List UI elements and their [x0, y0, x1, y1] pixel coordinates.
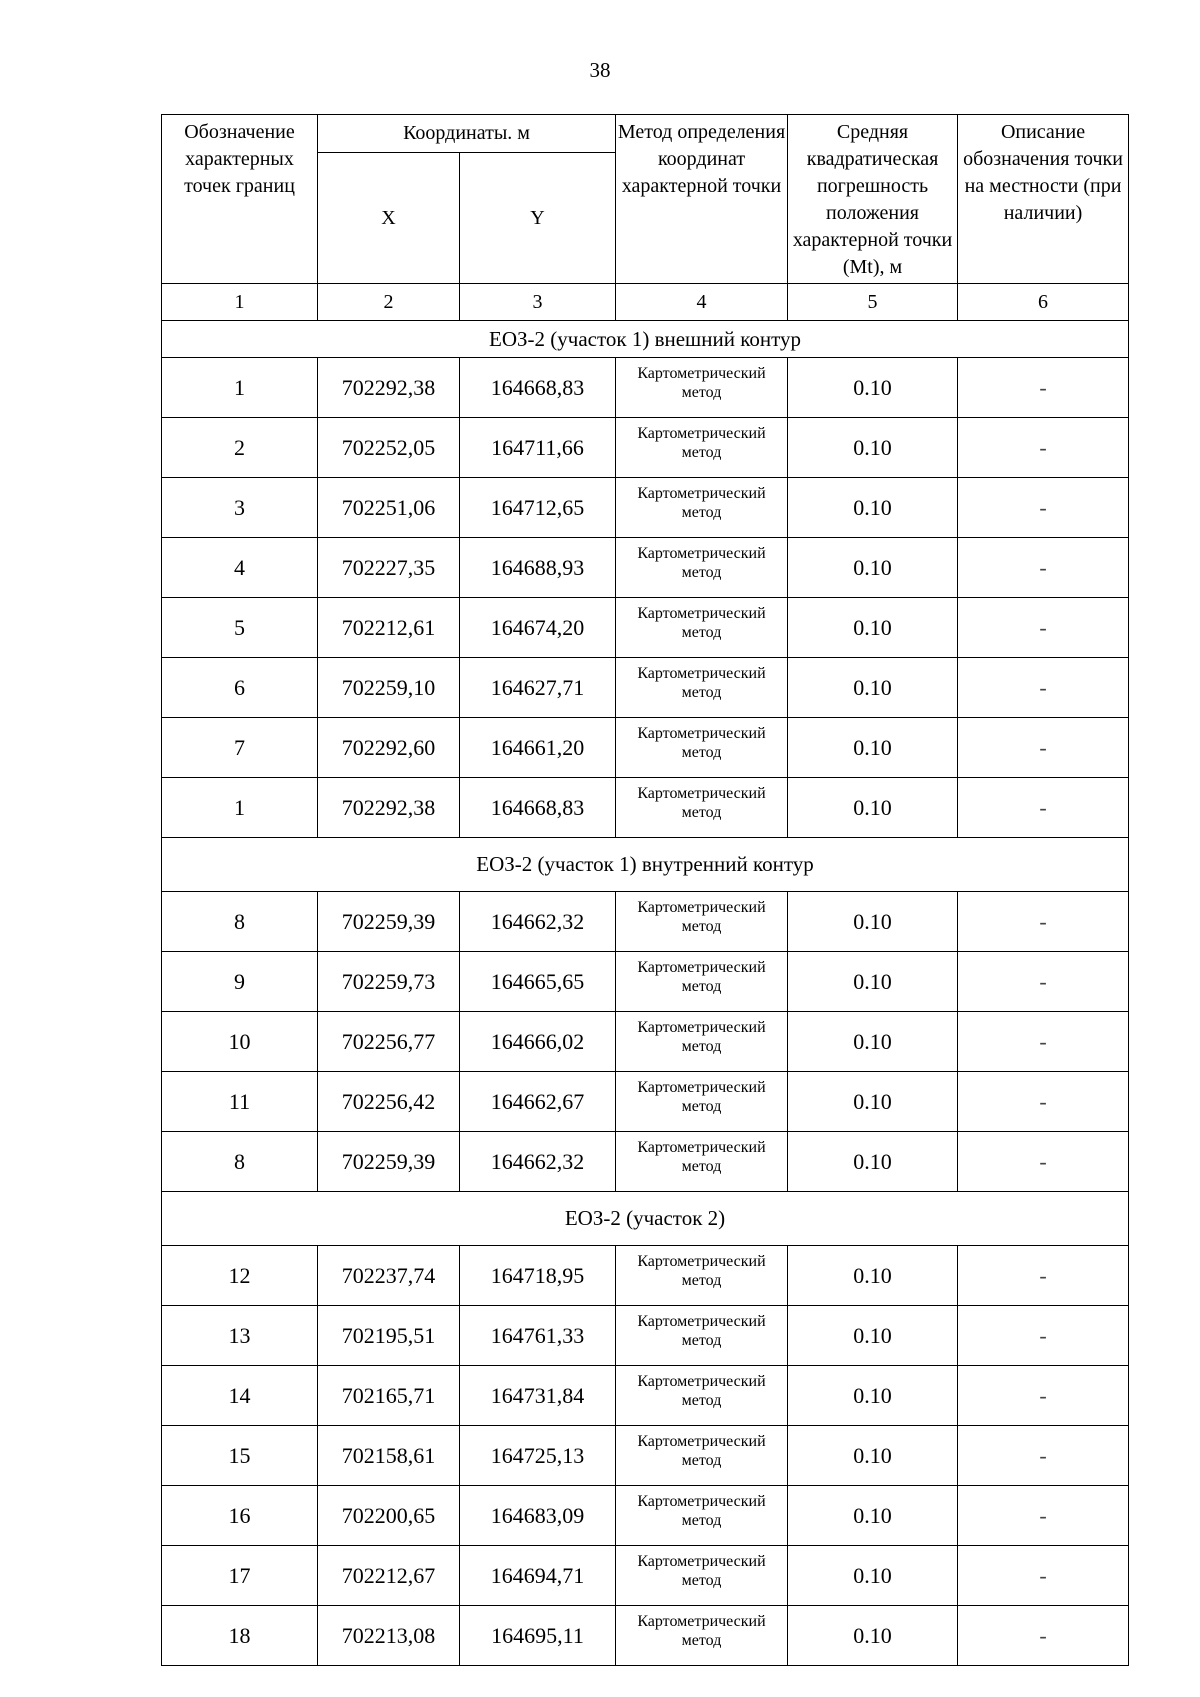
point-number: 15	[162, 1426, 318, 1486]
description: -	[958, 418, 1129, 478]
header-coords: Координаты. м	[318, 115, 616, 153]
description: -	[958, 538, 1129, 598]
x-coordinate: 702165,71	[318, 1366, 460, 1426]
y-coordinate: 164718,95	[460, 1246, 616, 1306]
description: -	[958, 1606, 1129, 1666]
table-row	[162, 1072, 1129, 1132]
error-value: 0.10	[788, 538, 958, 598]
point-number: 14	[162, 1366, 318, 1426]
table-row	[162, 778, 1129, 838]
description: -	[958, 1426, 1129, 1486]
method: Картометрический метод	[616, 1366, 788, 1426]
method: Картометрический метод	[616, 478, 788, 538]
point-number: 16	[162, 1486, 318, 1546]
point-number: 1	[162, 778, 318, 838]
y-coordinate: 164666,02	[460, 1012, 616, 1072]
section-row	[162, 838, 1129, 892]
error-value: 0.10	[788, 1246, 958, 1306]
point-number: 1	[162, 358, 318, 418]
x-coordinate: 702200,65	[318, 1486, 460, 1546]
description: -	[958, 1546, 1129, 1606]
x-coordinate: 702256,42	[318, 1072, 460, 1132]
method: Картометрический метод	[616, 658, 788, 718]
description: -	[958, 1306, 1129, 1366]
y-coordinate: 164695,11	[460, 1606, 616, 1666]
y-coordinate: 164731,84	[460, 1366, 616, 1426]
point-number: 3	[162, 478, 318, 538]
description: -	[958, 598, 1129, 658]
error-value: 0.10	[788, 418, 958, 478]
table-body	[162, 284, 1129, 1666]
method: Картометрический метод	[616, 598, 788, 658]
description: -	[958, 892, 1129, 952]
x-coordinate: 702195,51	[318, 1306, 460, 1366]
point-number: 2	[162, 418, 318, 478]
description: -	[958, 1486, 1129, 1546]
point-number: 7	[162, 718, 318, 778]
y-coordinate: 164711,66	[460, 418, 616, 478]
method: Картометрический метод	[616, 1606, 788, 1666]
table-header	[162, 115, 1129, 284]
description: -	[958, 1072, 1129, 1132]
column-number: 3	[460, 284, 616, 321]
point-number: 4	[162, 538, 318, 598]
x-coordinate: 702251,06	[318, 478, 460, 538]
method: Картометрический метод	[616, 358, 788, 418]
column-number: 1	[162, 284, 318, 321]
error-value: 0.10	[788, 478, 958, 538]
point-number: 12	[162, 1246, 318, 1306]
y-coordinate: 164725,13	[460, 1426, 616, 1486]
column-number: 2	[318, 284, 460, 321]
error-value: 0.10	[788, 1546, 958, 1606]
section-title: ЕОЗ-2 (участок 1) внутренний контур	[162, 838, 1129, 892]
error-value: 0.10	[788, 778, 958, 838]
description: -	[958, 478, 1129, 538]
section-row	[162, 1192, 1129, 1246]
x-coordinate: 702259,39	[318, 892, 460, 952]
description: -	[958, 718, 1129, 778]
point-number: 10	[162, 1012, 318, 1072]
method: Картометрический метод	[616, 778, 788, 838]
description: -	[958, 1366, 1129, 1426]
error-value: 0.10	[788, 598, 958, 658]
point-number: 9	[162, 952, 318, 1012]
section-title: ЕОЗ-2 (участок 2)	[162, 1192, 1129, 1246]
column-number: 6	[958, 284, 1129, 321]
method: Картометрический метод	[616, 1426, 788, 1486]
point-number: 17	[162, 1546, 318, 1606]
table-row	[162, 952, 1129, 1012]
table-row	[162, 1306, 1129, 1366]
description: -	[958, 1012, 1129, 1072]
error-value: 0.10	[788, 658, 958, 718]
table-row	[162, 598, 1129, 658]
method: Картометрический метод	[616, 952, 788, 1012]
method: Картометрический метод	[616, 1072, 788, 1132]
table-row	[162, 1366, 1129, 1426]
y-coordinate: 164688,93	[460, 538, 616, 598]
description: -	[958, 1246, 1129, 1306]
x-coordinate: 702252,05	[318, 418, 460, 478]
error-value: 0.10	[788, 718, 958, 778]
table-row	[162, 1426, 1129, 1486]
table-row	[162, 358, 1129, 418]
x-coordinate: 702259,10	[318, 658, 460, 718]
method: Картометрический метод	[616, 718, 788, 778]
y-coordinate: 164712,65	[460, 478, 616, 538]
y-coordinate: 164662,32	[460, 1132, 616, 1192]
x-coordinate: 702259,39	[318, 1132, 460, 1192]
y-coordinate: 164662,67	[460, 1072, 616, 1132]
description: -	[958, 658, 1129, 718]
x-coordinate: 702158,61	[318, 1426, 460, 1486]
error-value: 0.10	[788, 1486, 958, 1546]
method: Картометрический метод	[616, 1246, 788, 1306]
x-coordinate: 702292,60	[318, 718, 460, 778]
description: -	[958, 358, 1129, 418]
point-number: 5	[162, 598, 318, 658]
y-coordinate: 164662,32	[460, 892, 616, 952]
error-value: 0.10	[788, 1012, 958, 1072]
description: -	[958, 1132, 1129, 1192]
description: -	[958, 952, 1129, 1012]
header-description: Описание обозначения точки на местности (при наличии)	[958, 115, 1129, 284]
x-coordinate: 702212,67	[318, 1546, 460, 1606]
y-coordinate: 164761,33	[460, 1306, 616, 1366]
section-title: ЕОЗ-2 (участок 1) внешний контур	[162, 321, 1129, 358]
point-number: 13	[162, 1306, 318, 1366]
table-row	[162, 1246, 1129, 1306]
point-number: 8	[162, 1132, 318, 1192]
table-row	[162, 892, 1129, 952]
error-value: 0.10	[788, 1426, 958, 1486]
table-row	[162, 1606, 1129, 1666]
y-coordinate: 164627,71	[460, 658, 616, 718]
point-number: 6	[162, 658, 318, 718]
column-number-row	[162, 284, 1129, 321]
page-number: 38	[589, 58, 611, 82]
x-coordinate: 702259,73	[318, 952, 460, 1012]
method: Картометрический метод	[616, 1306, 788, 1366]
table-row	[162, 1132, 1129, 1192]
error-value: 0.10	[788, 1606, 958, 1666]
table-row	[162, 718, 1129, 778]
error-value: 0.10	[788, 892, 958, 952]
y-coordinate: 164674,20	[460, 598, 616, 658]
method: Картометрический метод	[616, 418, 788, 478]
method: Картометрический метод	[616, 1132, 788, 1192]
x-coordinate: 702256,77	[318, 1012, 460, 1072]
error-value: 0.10	[788, 1072, 958, 1132]
table-row	[162, 538, 1129, 598]
x-coordinate: 702212,61	[318, 598, 460, 658]
y-coordinate: 164694,71	[460, 1546, 616, 1606]
method: Картометрический метод	[616, 1546, 788, 1606]
y-coordinate: 164665,65	[460, 952, 616, 1012]
section-row	[162, 321, 1129, 358]
coordinates-table	[161, 114, 1129, 1666]
header-x: X	[318, 153, 460, 284]
table-row	[162, 418, 1129, 478]
error-value: 0.10	[788, 1132, 958, 1192]
method: Картометрический метод	[616, 1486, 788, 1546]
error-value: 0.10	[788, 952, 958, 1012]
column-number: 4	[616, 284, 788, 321]
point-number: 8	[162, 892, 318, 952]
error-value: 0.10	[788, 1366, 958, 1426]
table-row	[162, 1546, 1129, 1606]
column-number: 5	[788, 284, 958, 321]
x-coordinate: 702292,38	[318, 358, 460, 418]
x-coordinate: 702237,74	[318, 1246, 460, 1306]
x-coordinate: 702227,35	[318, 538, 460, 598]
x-coordinate: 702292,38	[318, 778, 460, 838]
y-coordinate: 164683,09	[460, 1486, 616, 1546]
error-value: 0.10	[788, 1306, 958, 1366]
method: Картометрический метод	[616, 892, 788, 952]
header-method: Метод определения координат характерной точки	[616, 115, 788, 284]
method: Картометрический метод	[616, 1012, 788, 1072]
description: -	[958, 778, 1129, 838]
table-row	[162, 1486, 1129, 1546]
header-y: Y	[460, 153, 616, 284]
header-error: Средняя квадратическая погрешность положения характерной точки (Mt), м	[788, 115, 958, 284]
method: Картометрический метод	[616, 538, 788, 598]
y-coordinate: 164661,20	[460, 718, 616, 778]
y-coordinate: 164668,83	[460, 358, 616, 418]
table-row	[162, 1012, 1129, 1072]
error-value: 0.10	[788, 358, 958, 418]
point-number: 18	[162, 1606, 318, 1666]
table-row	[162, 478, 1129, 538]
y-coordinate: 164668,83	[460, 778, 616, 838]
header-point: Обозначение характерных точек границ	[162, 115, 318, 284]
table-row	[162, 658, 1129, 718]
x-coordinate: 702213,08	[318, 1606, 460, 1666]
point-number: 11	[162, 1072, 318, 1132]
